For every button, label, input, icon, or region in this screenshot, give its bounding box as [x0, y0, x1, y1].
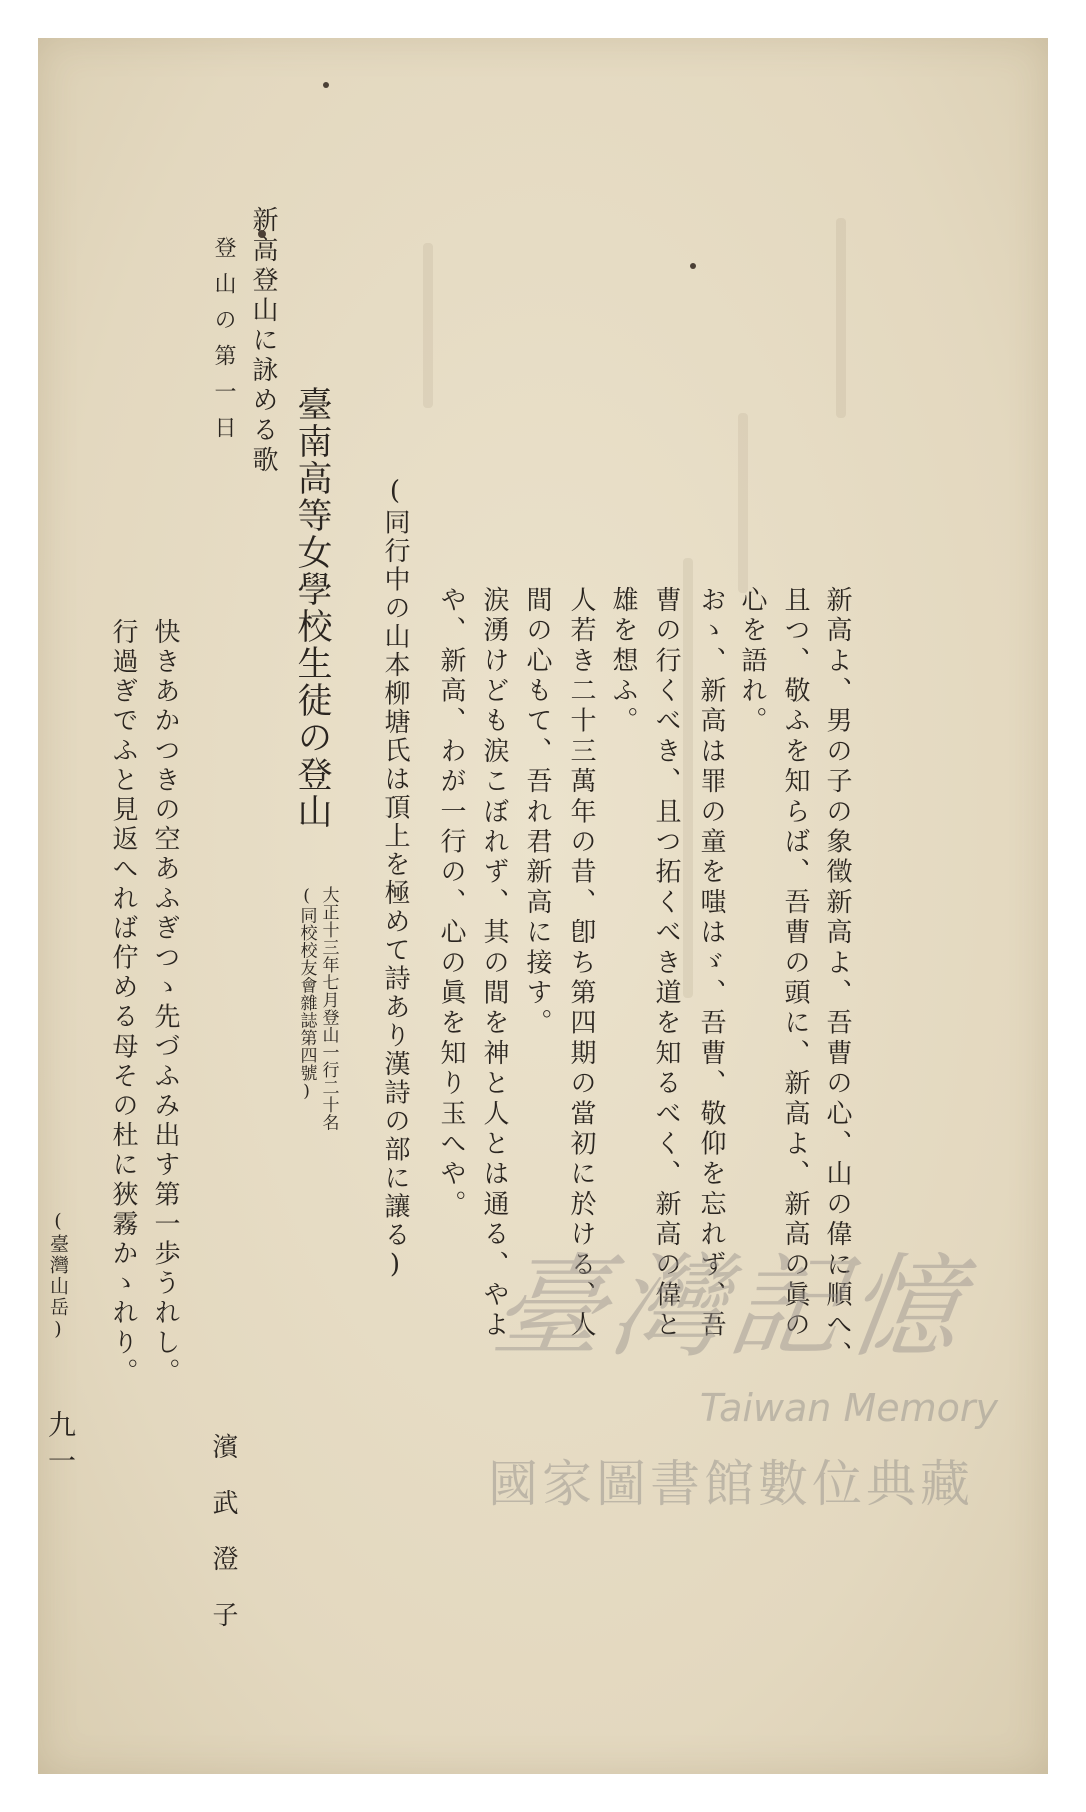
library-watermark [416, 1208, 1046, 1588]
show-through-trace [683, 558, 693, 998]
verse-line: 快きあかつきの空あふぎつゝ先づふみ出す第一歩うれし。 [150, 618, 180, 1388]
article-title: 臺南高等女學校生徒の登山 [292, 386, 332, 830]
watermark-calligraphy: 臺灣記憶 [484, 1243, 975, 1373]
prose-parenthetical: (同行中の山本柳塘氏は頂上を極めて詩あり漢詩の部に讓る) [380, 476, 410, 1282]
article-note-line-2: (同校校友會雜誌第四號) [296, 886, 317, 1102]
watermark-subtitle: 國家圖書館數位典藏 [488, 1455, 974, 1513]
poem-heading: 新高登山に詠める歌 [248, 206, 278, 476]
show-through-trace [423, 243, 433, 408]
show-through-trace [836, 218, 846, 418]
prose-line: 新高よ、男の子の象徵新高よ、吾曹の心、山の偉に順へ、 [822, 586, 852, 1372]
watermark-latin: Taiwan Memory [699, 1386, 998, 1430]
show-through-trace [738, 413, 748, 593]
prose-line: 雄を想ふ。 [608, 586, 638, 737]
book-page [38, 38, 1048, 1774]
article-note-line-1: 大正十三年七月登山一行二十名 [318, 886, 339, 1131]
prose-line: 心を語れ。 [737, 586, 767, 737]
prose-line: 間の心もて、吾れ君新高に接す。 [522, 586, 552, 1039]
prose-line: や、新高、わが一行の、心の眞を知り玉へや。 [436, 586, 466, 1221]
verse-line: 行過ぎでふと見返へれば佇める母その杜に狹霧かゝれり。 [108, 618, 138, 1388]
poem-subheading: 登山の第一日 [211, 236, 236, 452]
ink-speck [323, 82, 329, 88]
prose-line: おゝ、新高は罪の童を嗤はゞ、吾曹、敬仰を忘れず、吾 [696, 586, 726, 1341]
prose-line: 人若き二十三萬年の昔、卽ち第四期の當初に於ける、人 [566, 586, 596, 1341]
page-number: 九一 [44, 1410, 77, 1482]
author-name: 濱武澄子 [208, 1433, 238, 1657]
ink-speck [690, 263, 696, 269]
prose-line: 且つ、敬ふを知らば、吾曹の頭に、新高よ、新高の眞の [780, 586, 810, 1342]
prose-line: 曹の行くべき、且つ拓くべき道を知るべく、新高の偉と [651, 586, 681, 1342]
running-head: (臺灣山岳) [47, 1210, 69, 1342]
prose-line: 涙湧けども涙こぼれず、其の間を神と人とは通る、やよ [479, 586, 509, 1341]
